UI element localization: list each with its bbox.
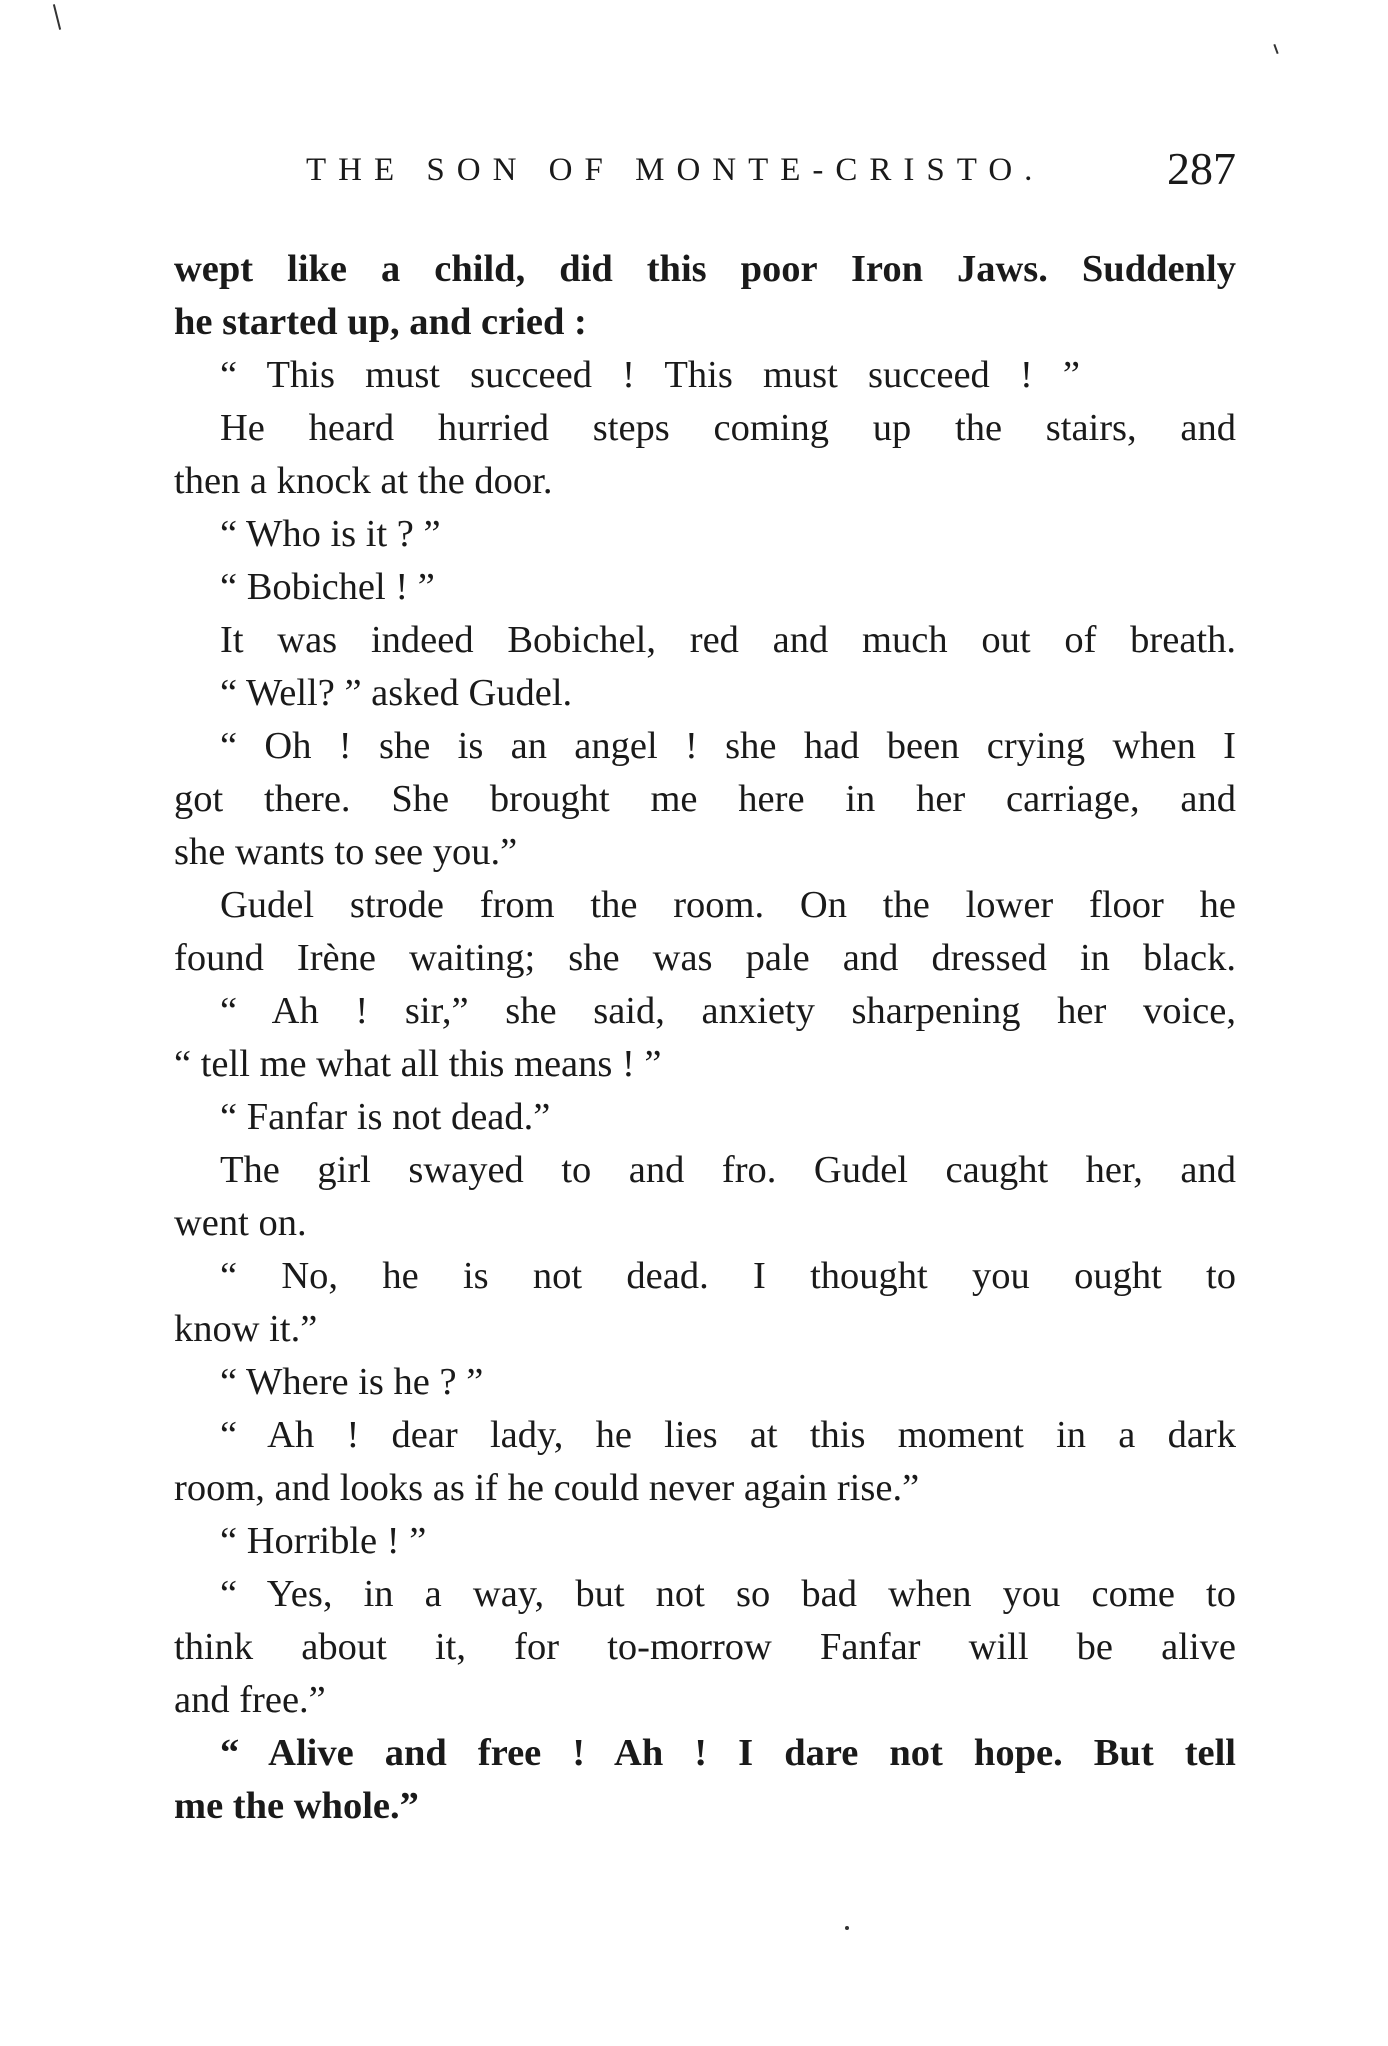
text-line: “ Horrible ! ” (220, 1520, 427, 1562)
text-line: went on. (174, 1202, 307, 1244)
text-line: “ Ah ! dear lady, he lies at this moment in a dark (220, 1414, 1236, 1456)
text-line: Gudel strode from the room. On the lower floor he (220, 884, 1236, 926)
text-line: he started up, and cried : (174, 301, 587, 343)
text-line: found Irène waiting; she was pale and dressed in black. (174, 937, 1236, 979)
stray-mark-top-left (53, 4, 61, 30)
text-line: me the whole.” (174, 1785, 419, 1827)
text-line: “ Fanfar is not dead.” (220, 1096, 551, 1138)
text-line: wept like a child, did this poor Iron Jaws. Suddenly (174, 248, 1236, 290)
text-line: know it.” (174, 1308, 318, 1350)
text-line: “ tell me what all this means ! ” (174, 1043, 662, 1085)
stray-mark-top-right (1273, 44, 1278, 54)
body-text (174, 243, 1236, 1833)
text-line: “ Where is he ? ” (220, 1361, 484, 1403)
text-line: “ Yes, in a way, but not so bad when you come to (220, 1573, 1236, 1615)
text-line: He heard hurried steps coming up the stairs, and (220, 407, 1236, 449)
text-line: she wants to see you.” (174, 831, 518, 873)
text-line: then a knock at the door. (174, 460, 553, 502)
running-title: THE SON OF MONTE-CRISTO. (306, 152, 1045, 188)
text-line: “ Who is it ? ” (220, 513, 441, 555)
page-number: 287 (1167, 143, 1236, 194)
running-head (306, 142, 1236, 202)
text-line: “ Bobichel ! ” (220, 566, 435, 608)
text-line: “ This must succeed ! This must succeed ! ” (220, 354, 1080, 396)
text-line: and free.” (174, 1679, 326, 1721)
text-line: think about it, for to-morrow Fanfar will be alive (174, 1626, 1236, 1668)
text-line: “ Well? ” asked Gudel. (220, 672, 573, 714)
stray-mark-bottom (845, 1926, 849, 1930)
text-line: “ No, he is not dead. I thought you ought to (220, 1255, 1236, 1297)
text-line: “ Oh ! she is an angel ! she had been crying when I (220, 725, 1236, 767)
text-line: room, and looks as if he could never again rise.” (174, 1467, 920, 1509)
text-line: “ Ah ! sir,” she said, anxiety sharpening her voice, (220, 990, 1236, 1032)
text-line: It was indeed Bobichel, red and much out of breath. (220, 619, 1236, 661)
text-line: The girl swayed to and fro. Gudel caught her, and (220, 1149, 1236, 1191)
text-line: “ Alive and free ! Ah ! I dare not hope. But tell (220, 1732, 1236, 1774)
text-line: got there. She brought me here in her carriage, and (174, 778, 1236, 820)
